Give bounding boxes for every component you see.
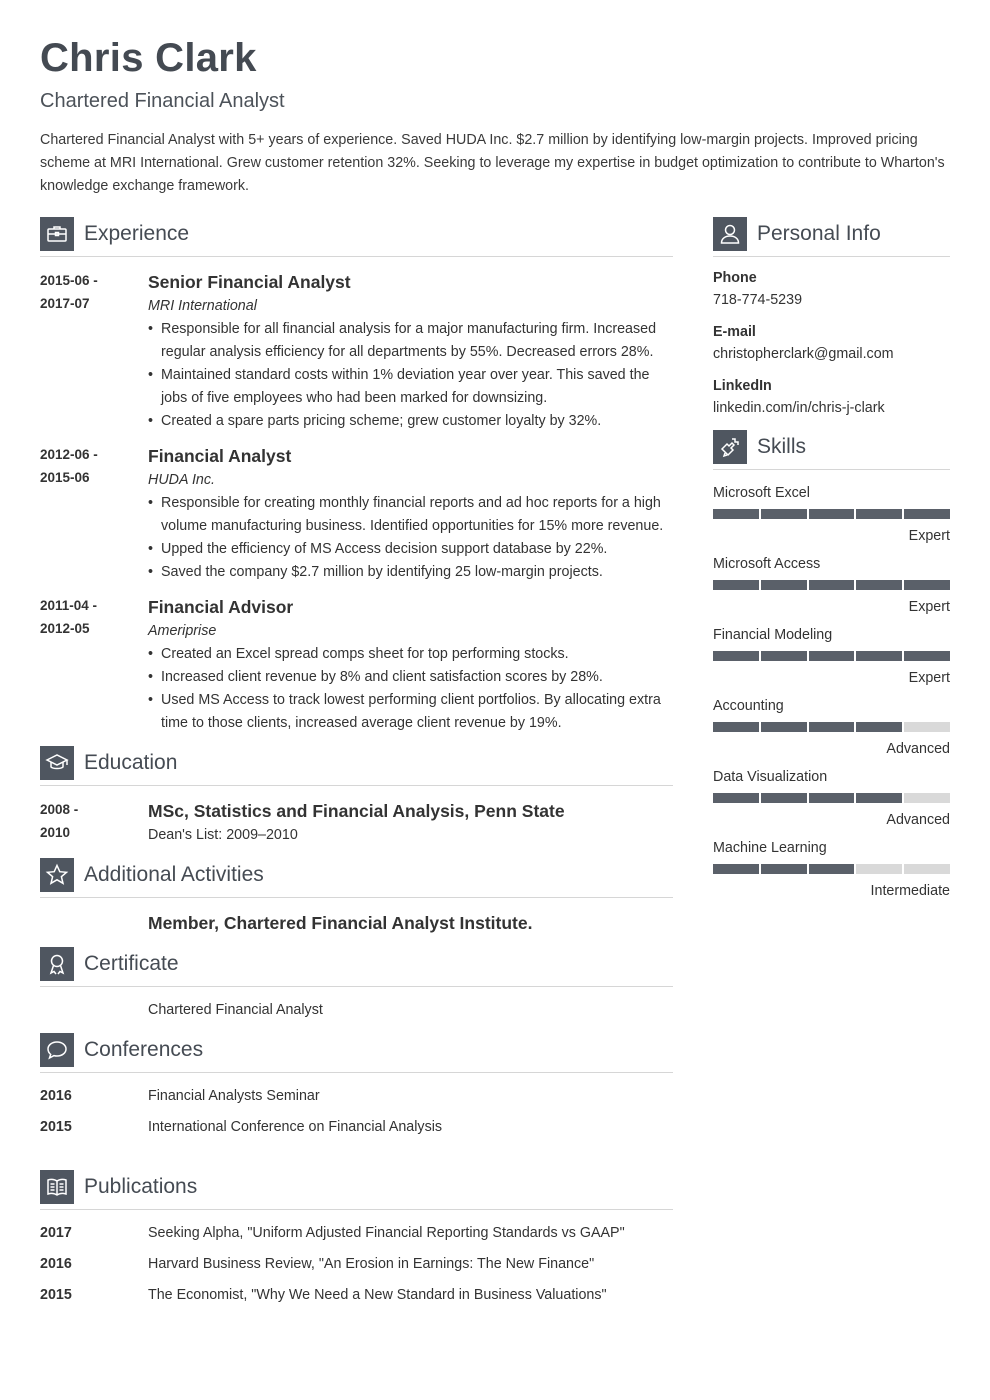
publication-row bbox=[40, 1284, 673, 1307]
skill-level: Expert bbox=[908, 599, 950, 615]
skill-bar-divider bbox=[902, 722, 904, 732]
left-column bbox=[40, 216, 673, 1315]
summary: Chartered Financial Analyst with 5+ years of experience. Saved HUDA Inc. $2.7 million by identifying low-margin projects. Improved pricing scheme at MRI International. Grew customer retention 32%. Seeking to leverage my expertise in budget optimization to contribute to Wharton's knowledge exchange framework. bbox=[40, 132, 945, 194]
job-dates bbox=[40, 594, 148, 735]
skill-bar-fill bbox=[713, 580, 950, 590]
skill-name: Accounting bbox=[713, 698, 784, 714]
conference-row bbox=[40, 1116, 673, 1139]
skill-bar-divider bbox=[759, 793, 761, 803]
activity-entry bbox=[40, 910, 673, 936]
email-label: E-mail bbox=[713, 324, 756, 340]
candidate-name: Chris Clark bbox=[40, 36, 257, 80]
activities-section bbox=[40, 857, 673, 936]
job-company: Ameriprise bbox=[148, 623, 217, 639]
job-date-start: 2015-06 - bbox=[40, 273, 98, 288]
skill-bar-divider bbox=[902, 509, 904, 519]
skill-bar-divider bbox=[807, 793, 809, 803]
publication-row bbox=[40, 1222, 673, 1245]
skill-bar-divider bbox=[902, 864, 904, 874]
speech-bubble-icon bbox=[40, 1033, 74, 1067]
job-bullet: • Created an Excel spread comps sheet for top performing stocks. bbox=[148, 643, 673, 666]
conferences-title: Conferences bbox=[84, 1038, 204, 1061]
phone-value: 718-774-5239 bbox=[713, 292, 803, 308]
skill-level: Expert bbox=[908, 670, 950, 686]
publication-year: 2017 bbox=[40, 1225, 72, 1241]
personal-info-list bbox=[713, 267, 950, 419]
skill-bar-divider bbox=[759, 864, 761, 874]
skill-name: Microsoft Excel bbox=[713, 485, 810, 501]
star-icon bbox=[40, 858, 74, 892]
job-bullet: • Used MS Access to track lowest performing client portfolios. By allocating extra time to those clients, increased average client revenue by 19%. bbox=[148, 689, 673, 735]
publications-header bbox=[40, 1169, 673, 1210]
experience-section bbox=[40, 216, 673, 735]
activity-spacer bbox=[40, 910, 148, 936]
job-bullets bbox=[148, 318, 673, 433]
skill-bar-divider bbox=[854, 864, 856, 874]
job-entry bbox=[40, 443, 673, 584]
job-title: Financial Advisor bbox=[148, 597, 294, 617]
job-bullet: • Responsible for creating monthly financial reports and ad hoc reports for a high volume manufacturing business. Identified opportunities for 15% more revenue. bbox=[148, 492, 673, 538]
skill-level: Intermediate bbox=[870, 883, 950, 899]
job-title: Senior Financial Analyst bbox=[148, 272, 351, 292]
skill-level: Advanced bbox=[886, 741, 950, 757]
job-company: MRI International bbox=[148, 298, 257, 314]
user-icon bbox=[713, 217, 747, 251]
conference-name: International Conference on Financial Analysis bbox=[148, 1119, 443, 1135]
publication-year: 2016 bbox=[40, 1256, 72, 1272]
job-date-start: 2012-06 - bbox=[40, 447, 98, 462]
education-date-end: 2010 bbox=[40, 825, 71, 840]
job-date-end: 2015-06 bbox=[40, 470, 90, 485]
skill-bar-divider bbox=[807, 722, 809, 732]
activities-title: Additional Activities bbox=[84, 863, 264, 886]
skill-bar-fill bbox=[713, 509, 950, 519]
job-bullet: • Increased client revenue by 8% and client satisfaction scores by 28%. bbox=[148, 666, 673, 689]
job-entry bbox=[40, 594, 673, 735]
skill-item bbox=[713, 624, 950, 689]
skill-item bbox=[713, 553, 950, 618]
conference-row bbox=[40, 1085, 673, 1108]
education-degree: MSc, Statistics and Financial Analysis, Penn State bbox=[148, 801, 565, 821]
puzzle-hand-icon bbox=[713, 430, 747, 464]
publication-row bbox=[40, 1253, 673, 1276]
certificate-title: Certificate bbox=[84, 952, 179, 975]
job-date-start: 2011-04 - bbox=[40, 598, 98, 613]
certificate-spacer bbox=[40, 999, 148, 1022]
certificate-section bbox=[40, 946, 673, 1022]
personal-info-title: Personal Info bbox=[757, 222, 881, 245]
education-note: Dean's List: 2009–2010 bbox=[148, 827, 298, 843]
education-body bbox=[148, 798, 673, 847]
publication-text: The Economist, "Why We Need a New Standard in Business Valuations" bbox=[148, 1287, 607, 1303]
job-bullets bbox=[148, 492, 673, 584]
education-header bbox=[40, 745, 673, 786]
publications-title: Publications bbox=[84, 1175, 198, 1198]
job-body bbox=[148, 594, 673, 735]
certificate-entry bbox=[40, 999, 673, 1022]
job-date-end: 2017-07 bbox=[40, 296, 90, 311]
personal-info-section bbox=[713, 216, 950, 419]
conferences-list bbox=[40, 1085, 673, 1139]
skill-level: Advanced bbox=[886, 812, 950, 828]
personal-info-header bbox=[713, 216, 950, 257]
conference-year: 2016 bbox=[40, 1088, 72, 1104]
skill-name: Data Visualization bbox=[713, 769, 828, 785]
linkedin-value: linkedin.com/in/chris-j-clark bbox=[713, 400, 885, 416]
skill-bar-fill bbox=[713, 864, 855, 874]
job-date-end: 2012-05 bbox=[40, 621, 90, 636]
job-bullets bbox=[148, 643, 673, 735]
education-dates bbox=[40, 798, 148, 847]
skill-bar bbox=[713, 864, 950, 874]
skill-bar-divider bbox=[854, 509, 856, 519]
skill-bar-divider bbox=[807, 651, 809, 661]
skill-bar-divider bbox=[854, 722, 856, 732]
job-entry bbox=[40, 269, 673, 433]
conferences-header bbox=[40, 1032, 673, 1073]
job-dates bbox=[40, 269, 148, 433]
linkedin-label: LinkedIn bbox=[713, 378, 772, 394]
email-value: christopherclark@gmail.com bbox=[713, 346, 894, 362]
skill-bar-divider bbox=[807, 509, 809, 519]
education-section bbox=[40, 745, 673, 847]
candidate-title: Chartered Financial Analyst bbox=[40, 90, 285, 112]
skill-bar-divider bbox=[902, 793, 904, 803]
certificate-header bbox=[40, 946, 673, 987]
graduation-cap-icon bbox=[40, 746, 74, 780]
certificate-item: Chartered Financial Analyst bbox=[148, 1002, 323, 1018]
publication-text: Seeking Alpha, "Uniform Adjusted Financial Reporting Standards vs GAAP" bbox=[148, 1225, 625, 1241]
skill-item bbox=[713, 695, 950, 760]
skill-bar-divider bbox=[759, 651, 761, 661]
skill-bar-divider bbox=[759, 722, 761, 732]
skill-item bbox=[713, 766, 950, 831]
conference-year: 2015 bbox=[40, 1119, 72, 1135]
skills-header bbox=[713, 429, 950, 470]
experience-title: Experience bbox=[84, 222, 190, 245]
education-date-start: 2008 - bbox=[40, 802, 79, 817]
job-bullet: • Saved the company $2.7 million by identifying 25 low-margin projects. bbox=[148, 561, 673, 584]
skill-name: Machine Learning bbox=[713, 840, 827, 856]
job-body bbox=[148, 269, 673, 433]
job-body bbox=[148, 443, 673, 584]
skill-name: Financial Modeling bbox=[713, 627, 833, 643]
publication-year: 2015 bbox=[40, 1287, 72, 1303]
right-column bbox=[713, 216, 950, 908]
skill-bar-divider bbox=[807, 580, 809, 590]
job-bullet: • Maintained standard costs within 1% deviation year over year. This saved the jobs of five employees who had been marked for downsizing. bbox=[148, 364, 673, 410]
skill-bar bbox=[713, 580, 950, 590]
skill-bar-divider bbox=[902, 651, 904, 661]
skill-bar bbox=[713, 722, 950, 732]
skill-bar-divider bbox=[854, 580, 856, 590]
job-bullet: • Created a spare parts pricing scheme; grew customer loyalty by 32%. bbox=[148, 410, 673, 433]
skill-bar-divider bbox=[854, 651, 856, 661]
job-bullet: • Upped the efficiency of MS Access decision support database by 22%. bbox=[148, 538, 673, 561]
book-icon bbox=[40, 1170, 74, 1204]
education-entry bbox=[40, 798, 673, 847]
skill-bar-divider bbox=[807, 864, 809, 874]
skill-bar-divider bbox=[902, 580, 904, 590]
skill-bar bbox=[713, 651, 950, 661]
briefcase-icon bbox=[40, 217, 74, 251]
skill-name: Microsoft Access bbox=[713, 556, 821, 572]
publications-list bbox=[40, 1222, 673, 1307]
skill-bar-divider bbox=[759, 509, 761, 519]
skill-bar bbox=[713, 793, 950, 803]
skill-bar-fill bbox=[713, 651, 950, 661]
skill-bar-divider bbox=[854, 793, 856, 803]
skill-item bbox=[713, 482, 950, 547]
skill-item bbox=[713, 837, 950, 902]
job-bullet: • Responsible for all financial analysis for a major manufacturing firm. Increased regular analysis efficiency for all departments by 55%. Decreased errors 28%. bbox=[148, 318, 673, 364]
activities-header bbox=[40, 857, 673, 898]
skills-list bbox=[713, 482, 950, 902]
job-title: Financial Analyst bbox=[148, 446, 292, 466]
skill-bar-divider bbox=[759, 580, 761, 590]
publication-text: Harvard Business Review, "An Erosion in Earnings: The New Finance" bbox=[148, 1256, 595, 1272]
phone-label: Phone bbox=[713, 270, 757, 286]
publications-section bbox=[40, 1169, 673, 1307]
job-dates bbox=[40, 443, 148, 584]
skill-level: Expert bbox=[908, 528, 950, 544]
skill-bar bbox=[713, 509, 950, 519]
activity-item: Member, Chartered Financial Analyst Institute. bbox=[148, 913, 533, 933]
award-ribbon-icon bbox=[40, 947, 74, 981]
job-company: HUDA Inc. bbox=[148, 472, 215, 488]
conference-name: Financial Analysts Seminar bbox=[148, 1088, 320, 1104]
experience-header bbox=[40, 216, 673, 257]
conferences-section bbox=[40, 1032, 673, 1139]
skills-title: Skills bbox=[757, 435, 807, 458]
education-title: Education bbox=[84, 751, 178, 774]
skills-section bbox=[713, 429, 950, 902]
